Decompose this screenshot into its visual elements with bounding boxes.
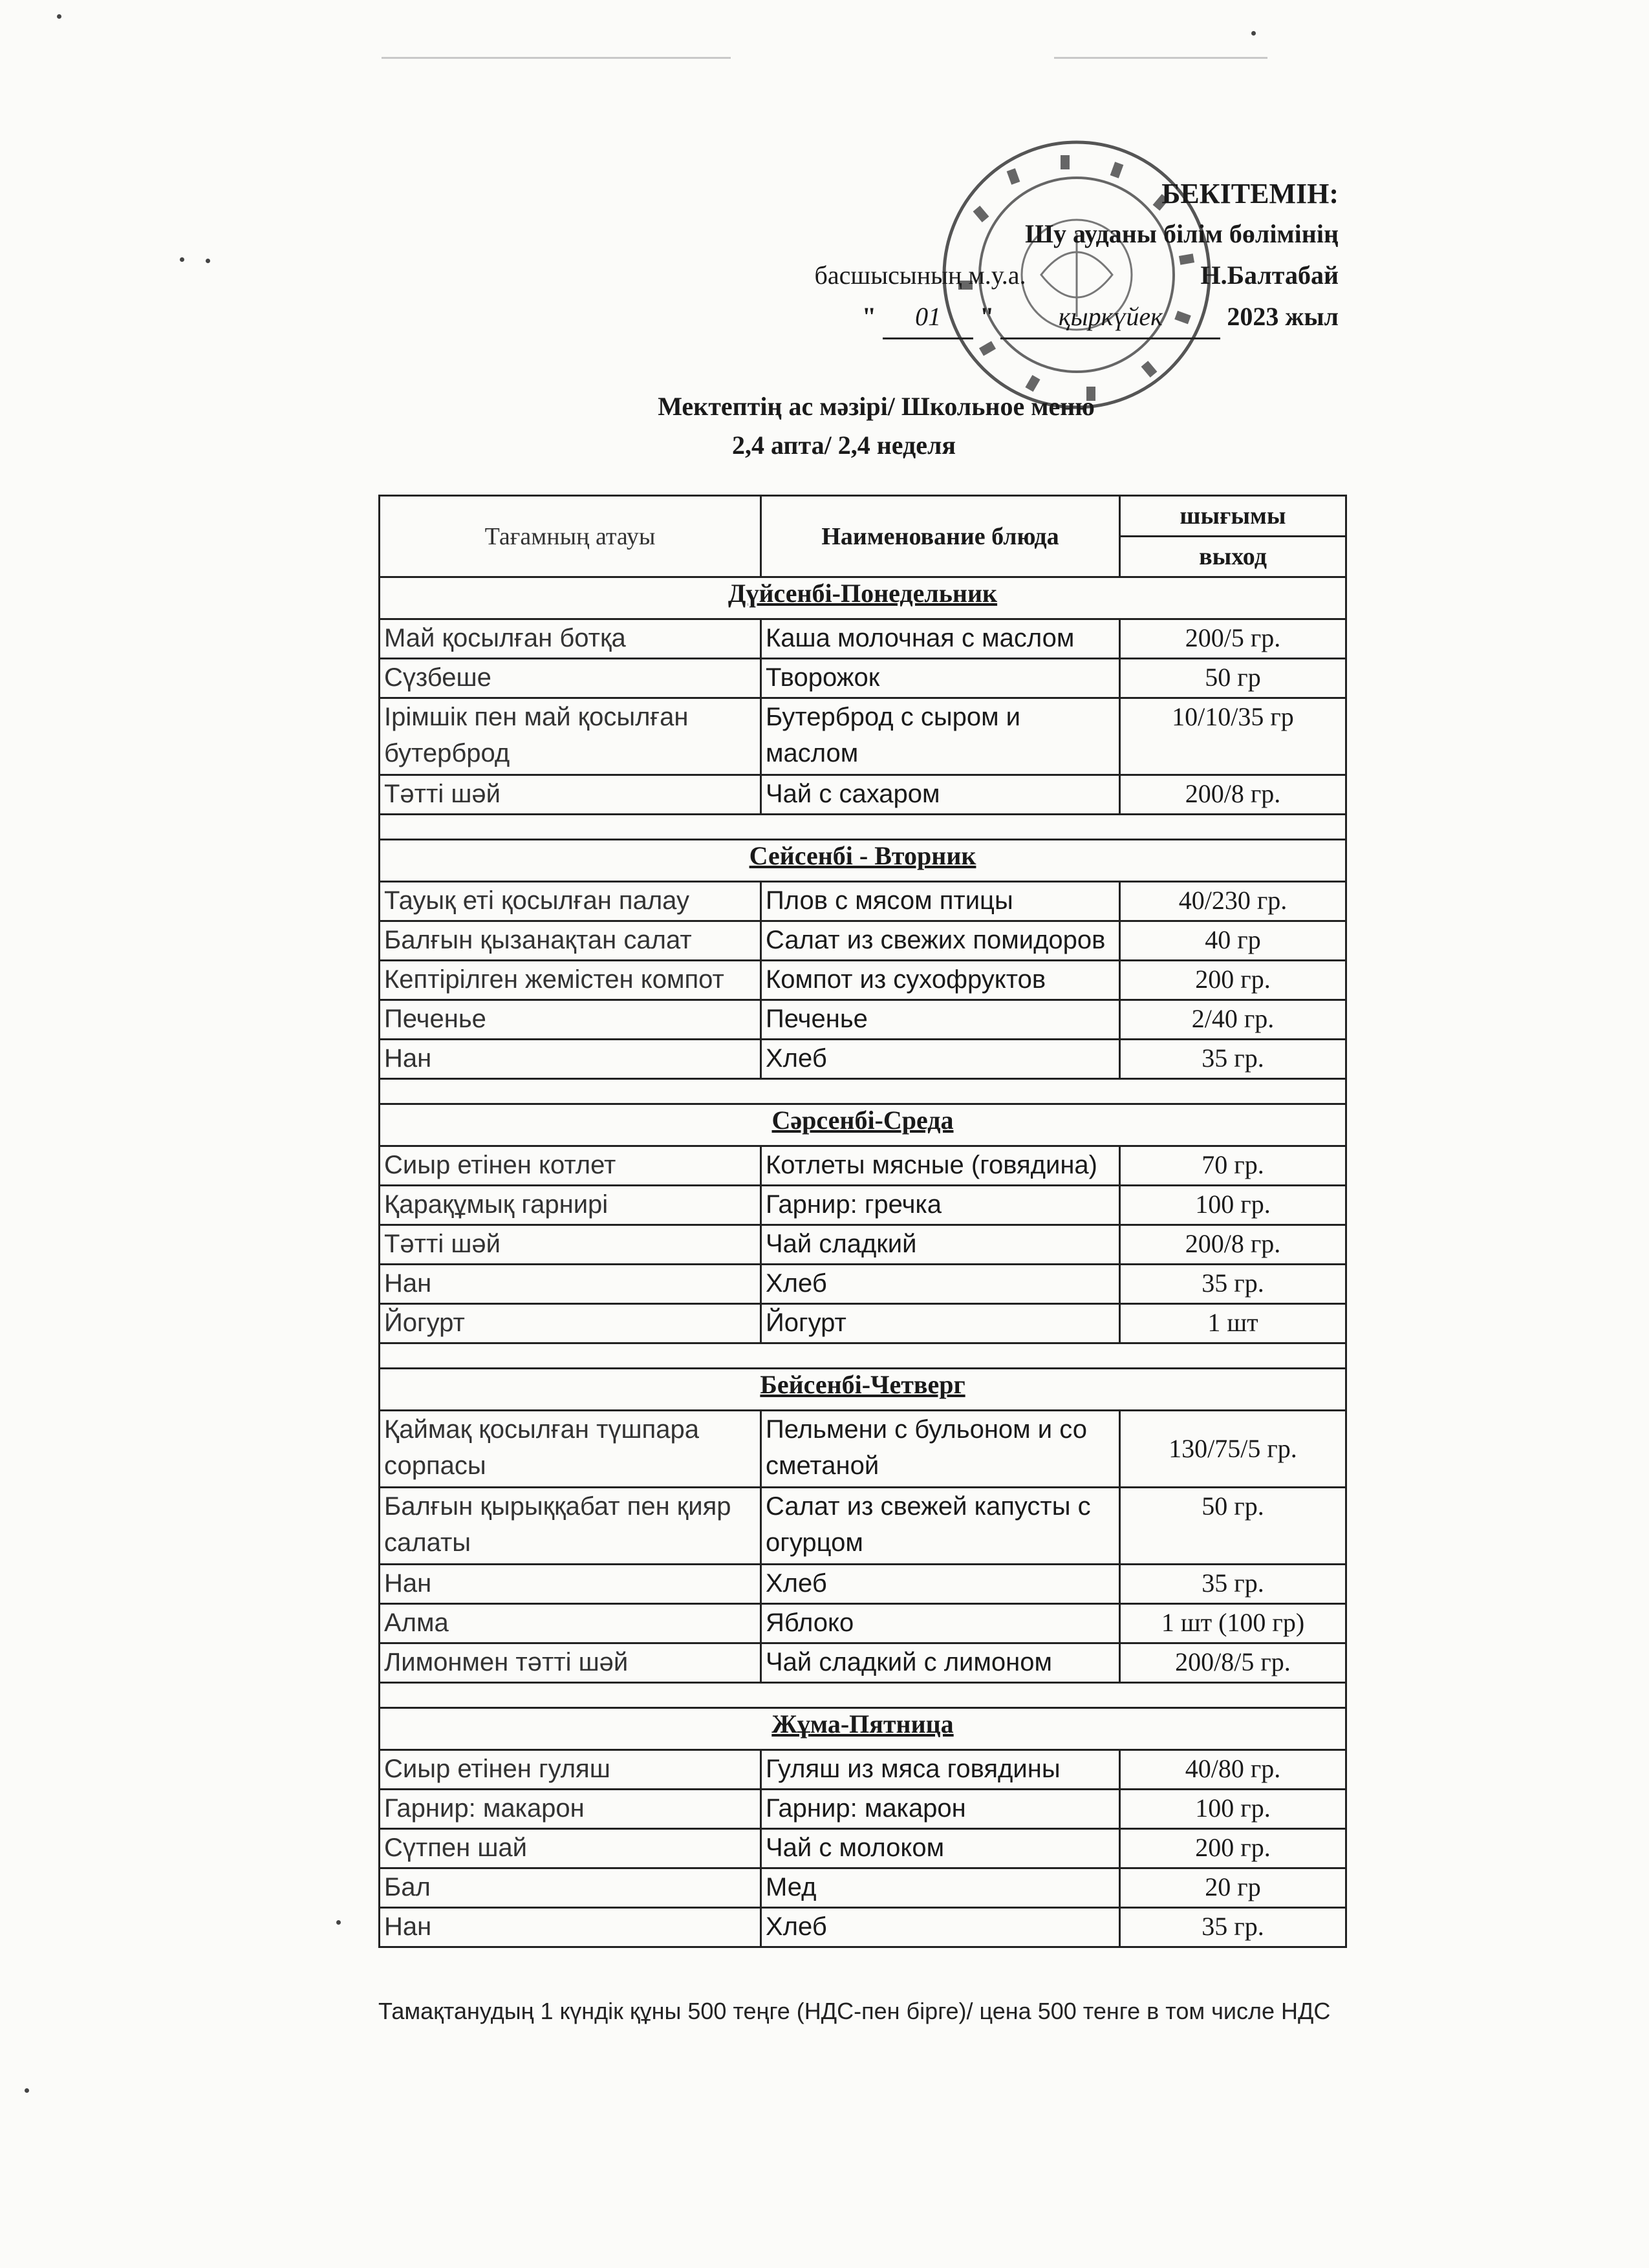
dish-name-ru: Творожок — [761, 659, 1120, 698]
approval-block — [815, 175, 1339, 339]
dish-name-kz: Лимонмен тәтті шәй — [380, 1643, 761, 1683]
dish-output: 40/80 гр. — [1120, 1750, 1346, 1790]
dish-name-ru: Котлеты мясные (говядина) — [761, 1146, 1120, 1186]
dish-output: 20 гр — [1120, 1868, 1346, 1908]
dish-output: 2/40 гр. — [1120, 1000, 1346, 1040]
scan-edge-line — [1054, 57, 1267, 59]
dish-name-kz: Балғын қызанақтан салат — [380, 921, 761, 961]
table-row — [380, 1040, 1346, 1079]
dish-name-ru: Бутерброд с сыром и маслом — [761, 698, 1120, 775]
table-row — [380, 1146, 1346, 1186]
day-header-row — [380, 1708, 1346, 1750]
dish-output: 40/230 гр. — [1120, 882, 1346, 921]
dish-output: 100 гр. — [1120, 1790, 1346, 1829]
table-row — [380, 1829, 1346, 1868]
dish-name-kz: Нан — [380, 1908, 761, 1947]
date-open-quote: " — [861, 302, 877, 331]
dish-name-kz: Балғын қырыққабат пен қияр салаты — [380, 1488, 761, 1565]
dish-output: 50 гр — [1120, 659, 1346, 698]
table-row — [380, 1604, 1346, 1643]
scan-speck — [1251, 31, 1256, 36]
day-spacer-row — [380, 1079, 1346, 1104]
table-row — [380, 921, 1346, 961]
dish-name-kz: Қарақұмық гарнирі — [380, 1186, 761, 1225]
table-row — [380, 1225, 1346, 1265]
day-header-row — [380, 1104, 1346, 1146]
approval-signer-line — [815, 255, 1339, 296]
dish-name-ru: Пельмени с бульоном и со сметаной — [761, 1411, 1120, 1488]
dish-output: 200/8 гр. — [1120, 775, 1346, 815]
dish-name-ru: Печенье — [761, 1000, 1120, 1040]
dish-name-ru: Каша молочная с маслом — [761, 619, 1120, 659]
dish-name-ru: Хлеб — [761, 1565, 1120, 1604]
dish-name-ru: Хлеб — [761, 1040, 1120, 1079]
dish-name-ru: Чай с молоком — [761, 1829, 1120, 1868]
approval-title: БЕКІТЕМІН: — [1161, 178, 1339, 209]
day-spacer-row — [380, 815, 1346, 840]
dish-name-ru: Чай сладкий с лимоном — [761, 1643, 1120, 1683]
dish-output: 1 шт (100 гр) — [1120, 1604, 1346, 1643]
header-output-kz: шығымы — [1120, 496, 1346, 537]
approval-date-day: 01 — [883, 296, 973, 339]
dish-name-kz: Кептірілген жемістен компот — [380, 961, 761, 1000]
dish-name-kz: Сиыр етінен гуляш — [380, 1750, 761, 1790]
dish-name-ru: Хлеб — [761, 1265, 1120, 1304]
table-row — [380, 619, 1346, 659]
day-name: Сәрсенбі-Среда — [380, 1104, 1346, 1146]
dish-output: 200/5 гр. — [1120, 619, 1346, 659]
day-name: Сейсенбі - Вторник — [380, 840, 1346, 882]
approval-position: басшысының м.у.а. — [814, 261, 1026, 290]
dish-name-ru: Чай сладкий — [761, 1225, 1120, 1265]
dish-output: 200/8 гр. — [1120, 1225, 1346, 1265]
dish-name-ru: Хлеб — [761, 1908, 1120, 1947]
table-row — [380, 1000, 1346, 1040]
dish-name-kz: Гарнир: макарон — [380, 1790, 761, 1829]
table-row — [380, 1908, 1346, 1947]
dish-output: 35 гр. — [1120, 1040, 1346, 1079]
dish-name-ru: Чай с сахаром — [761, 775, 1120, 815]
table-row — [380, 1643, 1346, 1683]
price-footnote: Тамақтанудың 1 күндік құны 500 теңге (НДС-пен бірге)/ цена 500 тенге в том числе НДС — [378, 1998, 1331, 2024]
dish-name-kz: Тәтті шәй — [380, 1225, 761, 1265]
dish-output: 200 гр. — [1120, 961, 1346, 1000]
dish-name-kz: Нан — [380, 1265, 761, 1304]
dish-name-kz: Сиыр етінен котлет — [380, 1146, 761, 1186]
table-row — [380, 1868, 1346, 1908]
dish-name-kz: Тауық еті қосылған палау — [380, 882, 761, 921]
dish-name-ru: Гарнир: макарон — [761, 1790, 1120, 1829]
dish-name-ru: Йогурт — [761, 1304, 1120, 1343]
approval-date — [815, 296, 1339, 339]
approval-date-month: қыркүйек — [1000, 296, 1220, 339]
table-row — [380, 1750, 1346, 1790]
table-row — [380, 1304, 1346, 1343]
dish-name-kz: Тәтті шәй — [380, 775, 761, 815]
day-name: Жұма-Пятница — [380, 1708, 1346, 1750]
menu-table — [378, 495, 1347, 1948]
dish-name-kz: Май қосылған ботқа — [380, 619, 761, 659]
approval-date-year: 2023 жыл — [1227, 302, 1339, 331]
day-header-row — [380, 840, 1346, 882]
dish-name-ru: Плов с мясом птицы — [761, 882, 1120, 921]
dish-output: 10/10/35 гр — [1120, 698, 1346, 775]
dish-name-ru: Гуляш из мяса говядины — [761, 1750, 1120, 1790]
dish-output: 35 гр. — [1120, 1265, 1346, 1304]
dish-output: 70 гр. — [1120, 1146, 1346, 1186]
dish-name-kz: Нан — [380, 1565, 761, 1604]
day-name: Бейсенбі-Четверг — [380, 1369, 1346, 1411]
table-row — [380, 961, 1346, 1000]
table-row — [380, 882, 1346, 921]
dish-output: 50 гр. — [1120, 1488, 1346, 1565]
scan-speck — [206, 259, 210, 263]
header-output-ru: выход — [1120, 537, 1346, 577]
approval-department: Шу ауданы білім бөлімінің — [1025, 219, 1339, 248]
day-header-row — [380, 577, 1346, 619]
header-ru-name: Наименование блюда — [761, 496, 1120, 577]
approval-signer-name: Н.Балтабай — [1200, 261, 1339, 290]
dish-name-ru: Яблоко — [761, 1604, 1120, 1643]
table-row — [380, 1265, 1346, 1304]
dish-name-ru: Компот из сухофруктов — [761, 961, 1120, 1000]
table-row — [380, 1790, 1346, 1829]
table-row — [380, 1565, 1346, 1604]
menu-week-subtitle: 2,4 апта/ 2,4 неделя — [731, 431, 956, 460]
dish-output: 35 гр. — [1120, 1565, 1346, 1604]
dish-name-kz: Сүзбеше — [380, 659, 761, 698]
dish-output: 200/8/5 гр. — [1120, 1643, 1346, 1683]
date-close-quote: " — [980, 302, 995, 331]
table-row — [380, 775, 1346, 815]
dish-output: 130/75/5 гр. — [1120, 1411, 1346, 1488]
dish-name-ru: Гарнир: гречка — [761, 1186, 1120, 1225]
dish-name-kz: Йогурт — [380, 1304, 761, 1343]
header-kz-name: Тағамның атауы — [380, 496, 761, 577]
day-name: Дүйсенбі-Понедельник — [380, 577, 1346, 619]
dish-name-kz: Нан — [380, 1040, 761, 1079]
dish-name-kz: Қаймақ қосылған түшпара сорпасы — [380, 1411, 761, 1488]
table-row — [380, 659, 1346, 698]
menu-title: Мектептің ас мәзірі/ Школьное меню — [658, 392, 1095, 421]
dish-name-kz: Печенье — [380, 1000, 761, 1040]
table-row — [380, 1186, 1346, 1225]
dish-output: 1 шт — [1120, 1304, 1346, 1343]
day-spacer-row — [380, 1343, 1346, 1369]
dish-name-kz: Ірімшік пен май қосылған бутерброд — [380, 698, 761, 775]
scan-edge-line — [382, 57, 731, 59]
table-row — [380, 1411, 1346, 1488]
dish-output: 200 гр. — [1120, 1829, 1346, 1868]
dish-name-ru: Салат из свежей капусты с огурцом — [761, 1488, 1120, 1565]
scan-speck — [25, 2088, 29, 2093]
table-row — [380, 698, 1346, 775]
dish-name-ru: Мед — [761, 1868, 1120, 1908]
scan-speck — [336, 1920, 341, 1925]
dish-output: 100 гр. — [1120, 1186, 1346, 1225]
scan-speck — [57, 14, 61, 19]
scan-speck — [180, 257, 184, 262]
dish-name-ru: Салат из свежих помидоров — [761, 921, 1120, 961]
table-row — [380, 1488, 1346, 1565]
dish-name-kz: Бал — [380, 1868, 761, 1908]
dish-name-kz: Сүтпен шай — [380, 1829, 761, 1868]
dish-output: 35 гр. — [1120, 1908, 1346, 1947]
dish-output: 40 гр — [1120, 921, 1346, 961]
table-header-row — [380, 496, 1346, 537]
dish-name-kz: Алма — [380, 1604, 761, 1643]
day-spacer-row — [380, 1683, 1346, 1708]
day-header-row — [380, 1369, 1346, 1411]
